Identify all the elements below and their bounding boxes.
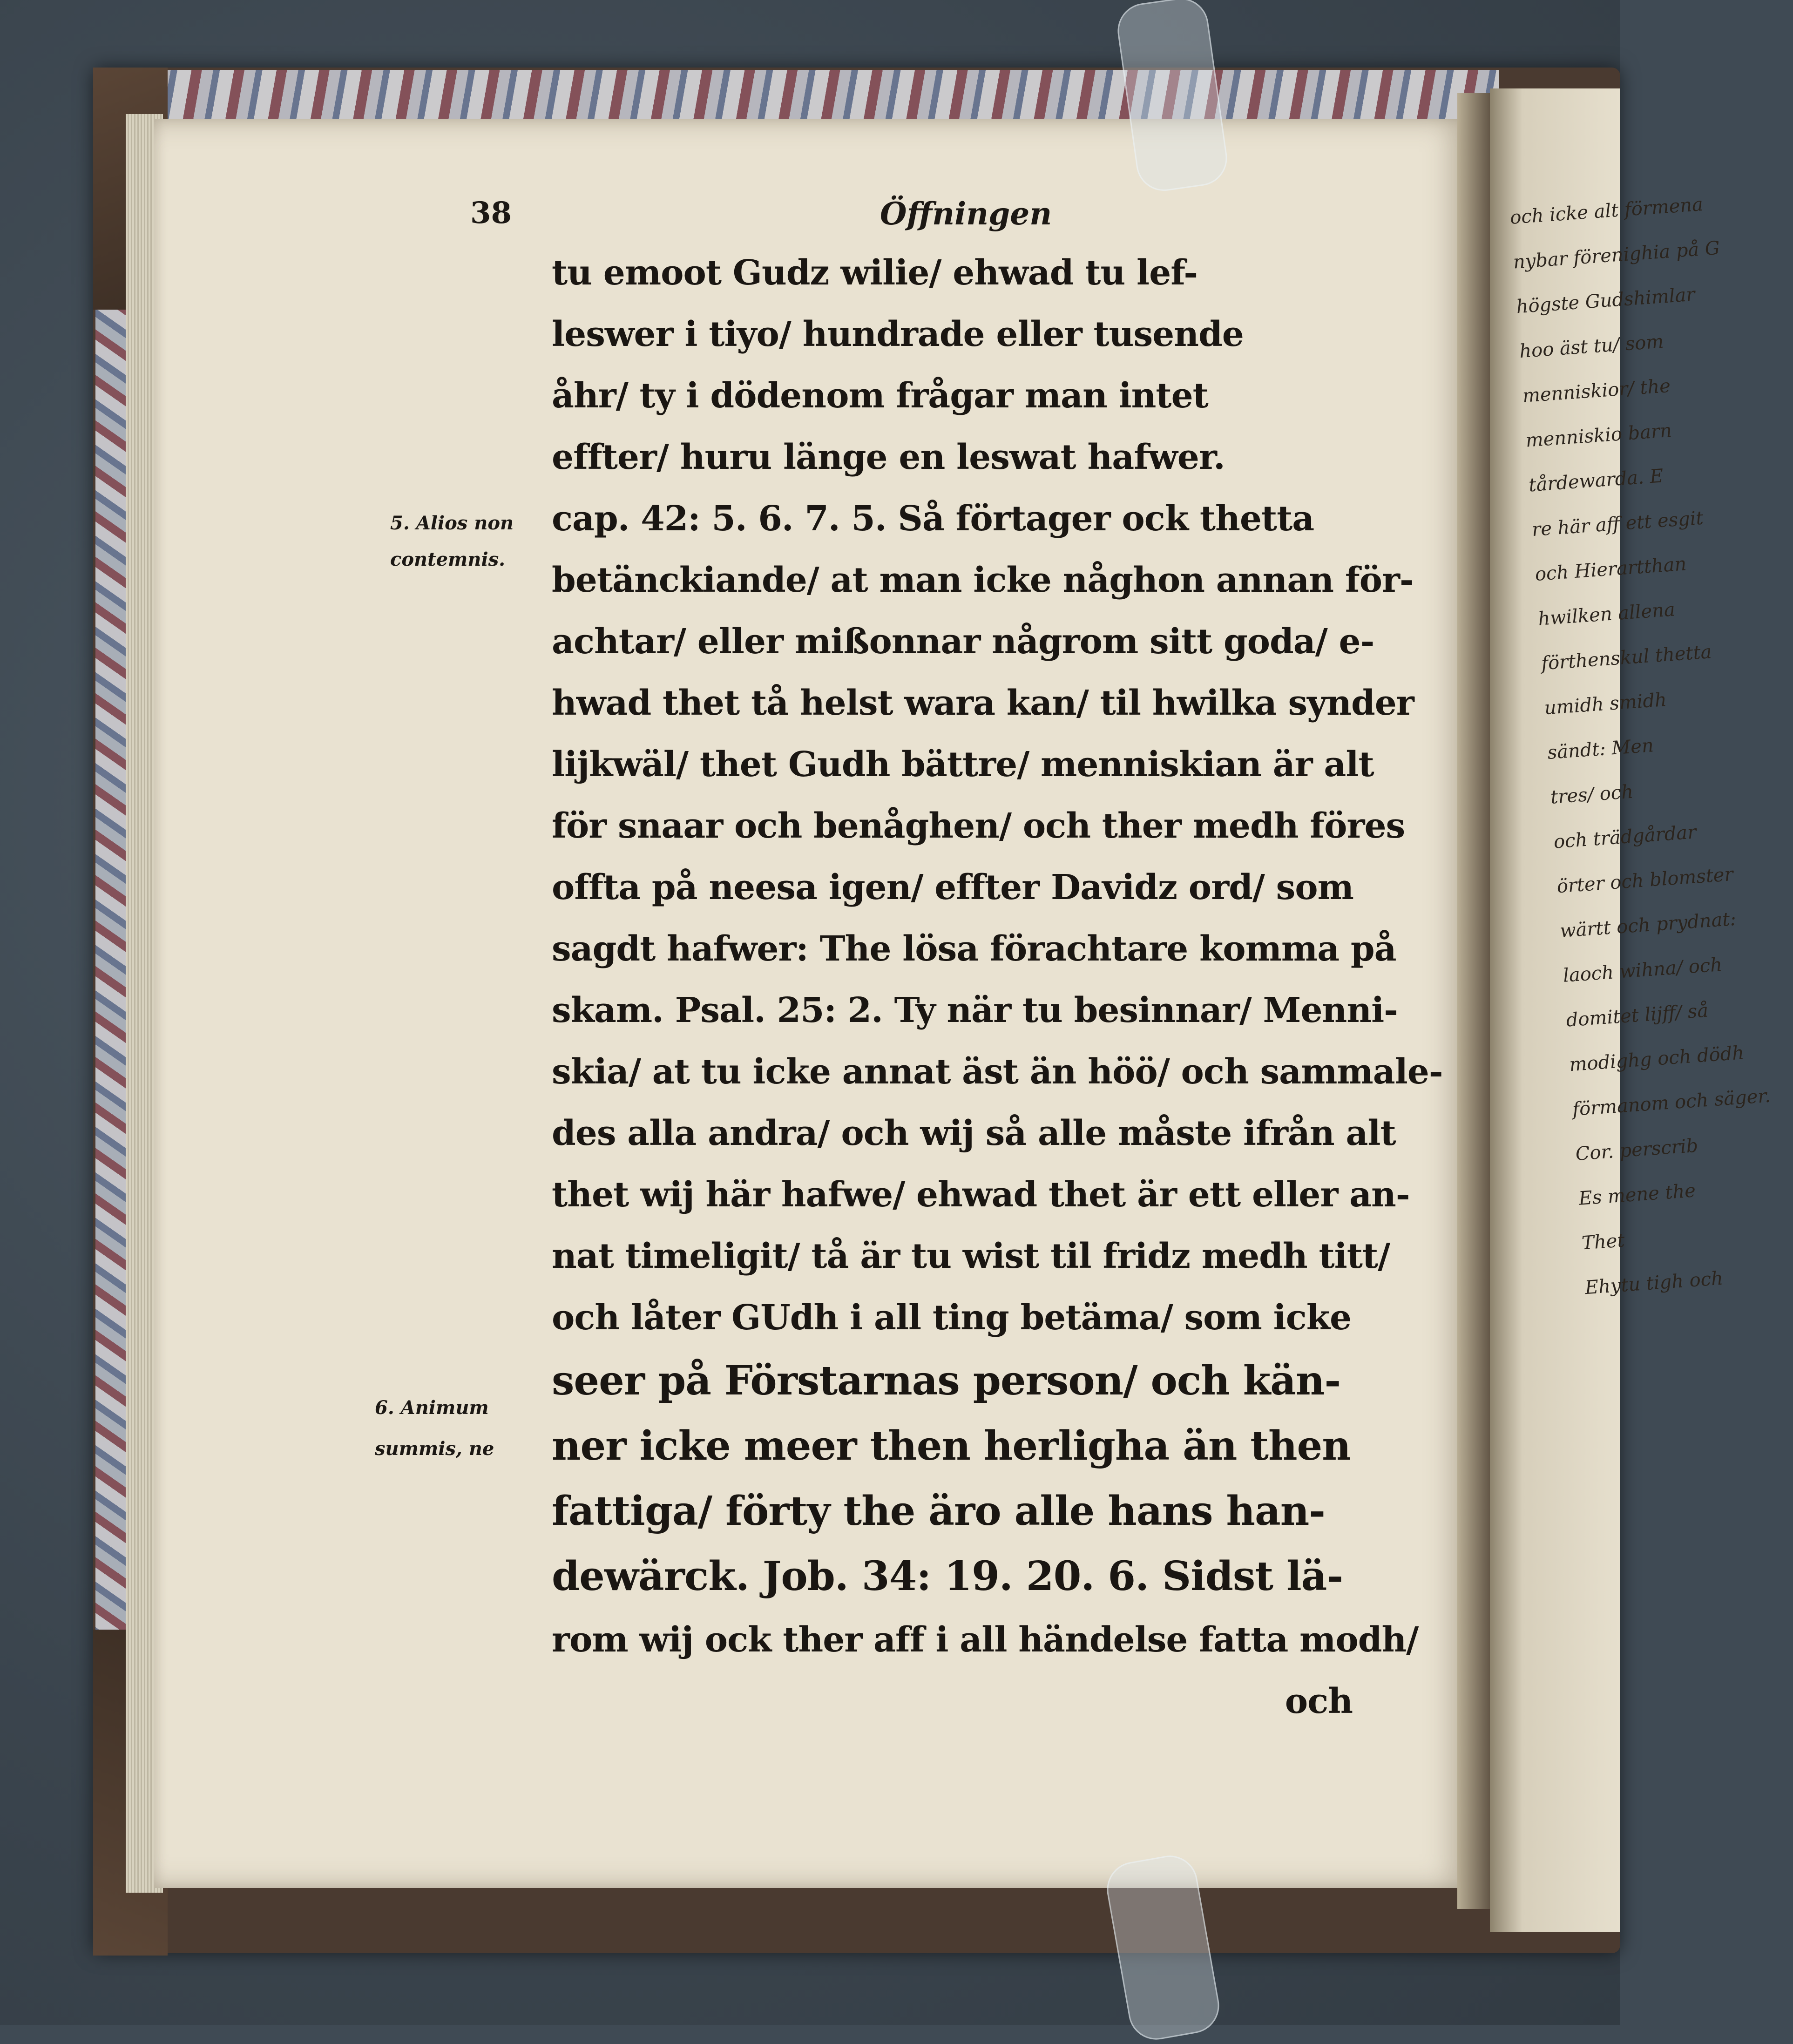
body-line: ner icke meer then herligha än then <box>552 1422 1351 1469</box>
facing-page-line: nybar förenighia på G <box>1512 237 1721 273</box>
body-line: hwad thet tå helst wara kan/ til hwilka synder <box>552 683 1414 723</box>
facing-page-line: domitet lijff/ så <box>1565 1000 1709 1031</box>
facing-page-line: wärtt och prydnat: <box>1559 908 1737 942</box>
facing-page-line: hoo äst tu/ som <box>1518 331 1664 363</box>
facing-page-line: sändt: Men <box>1547 735 1655 764</box>
facing-page-line: Thet <box>1581 1230 1625 1254</box>
body-line: achtar/ eller mißonnar någrom sitt goda/ e- <box>552 622 1374 662</box>
body-line: och låter GUdh i all ting betäma/ som icke <box>552 1298 1352 1338</box>
body-text <box>552 242 1443 1732</box>
facing-page-line: Cor. perscrib <box>1575 1135 1699 1165</box>
facing-page-line: högste Gudshimlar <box>1516 284 1696 318</box>
body-line: betänckiande/ at man icke någhon annan för- <box>552 560 1414 600</box>
margin-note: contemnis. <box>390 548 506 570</box>
facing-page-line: re här aff ett esgit <box>1531 507 1704 541</box>
body-line: thet wij här hafwe/ ehwad thet är ett eller an- <box>552 1175 1410 1215</box>
body-line: sagdt hafwer: The lösa förachtare komma på <box>552 929 1396 969</box>
body-line: lijkwäl/ thet Gudh bättre/ menniskian är alt <box>552 745 1374 785</box>
body-line: effter/ huru länge en leswat hafwer. <box>552 437 1225 477</box>
facing-page-line: menniskior/ the <box>1522 375 1671 407</box>
facing-page-line: Ehytu tigh och <box>1584 1267 1724 1299</box>
facing-page-line: tres/ och <box>1549 781 1634 808</box>
body-line: tu emoot Gudz wilie/ ehwad tu lef- <box>552 253 1198 293</box>
body-line: leswer i tiyo/ hundrade eller tusende <box>552 314 1244 354</box>
facing-page-line: menniskio barn <box>1525 420 1673 452</box>
body-line: rom wij ock ther aff i all händelse fatta modh/ <box>552 1620 1419 1660</box>
facing-page-line: umidh smidh <box>1543 689 1668 719</box>
body-line: skam. Psal. 25: 2. Ty när tu besinnar/ Menni- <box>552 990 1398 1030</box>
facing-page-line: Es mene the <box>1578 1180 1697 1210</box>
body-line: och <box>1285 1681 1353 1721</box>
facing-page-line: förthenskul thetta <box>1540 641 1712 675</box>
facing-page-line: laoch wihna/ och <box>1562 954 1723 987</box>
body-line: åhr/ ty i dödenom frågar man intet <box>552 376 1208 416</box>
margin-note: 6. Animum <box>375 1397 489 1419</box>
body-line: nat timeligit/ tå är tu wist til fridz medh titt/ <box>552 1236 1390 1276</box>
body-line: offta på neesa igen/ effter Davidz ord/ som <box>552 867 1353 907</box>
facing-page-line: modighg och dödh <box>1568 1042 1745 1076</box>
facing-page-line: och icke alt förmena <box>1509 193 1704 229</box>
page-number: 38 <box>470 196 512 230</box>
body-line: cap. 42: 5. 6. 7. 5. Så förtager ock thetta <box>552 499 1314 539</box>
body-line: dewärck. Job. 34: 19. 20. 6. Sidst lä- <box>552 1553 1343 1600</box>
facing-page-line: och trädgårdar <box>1553 821 1697 853</box>
body-line: fattiga/ förty the äro alle hans han- <box>552 1488 1325 1535</box>
facing-page-line: hwilken allena <box>1537 599 1676 630</box>
body-line: för snaar och benåghen/ och ther medh föres <box>552 806 1405 846</box>
running-head: Öffningen <box>880 196 1052 232</box>
marbled-endpaper-top <box>149 70 1499 121</box>
body-line: skia/ at tu icke annat äst än höö/ och sammale- <box>552 1052 1443 1092</box>
body-line: seer på Förstarnas person/ och kän- <box>552 1357 1341 1404</box>
margin-note: summis, ne <box>375 1438 494 1460</box>
margin-note: 5. Alios non <box>390 512 514 534</box>
facing-page-line: tårdewarda. E <box>1528 465 1664 496</box>
facing-page-line: och Hierartthan <box>1534 553 1687 585</box>
body-line: des alla andra/ och wij så alle måste ifrån alt <box>552 1113 1396 1153</box>
facing-page-line: örter och blomster <box>1556 863 1734 898</box>
facing-page-line: förmanom och säger. <box>1571 1085 1772 1121</box>
